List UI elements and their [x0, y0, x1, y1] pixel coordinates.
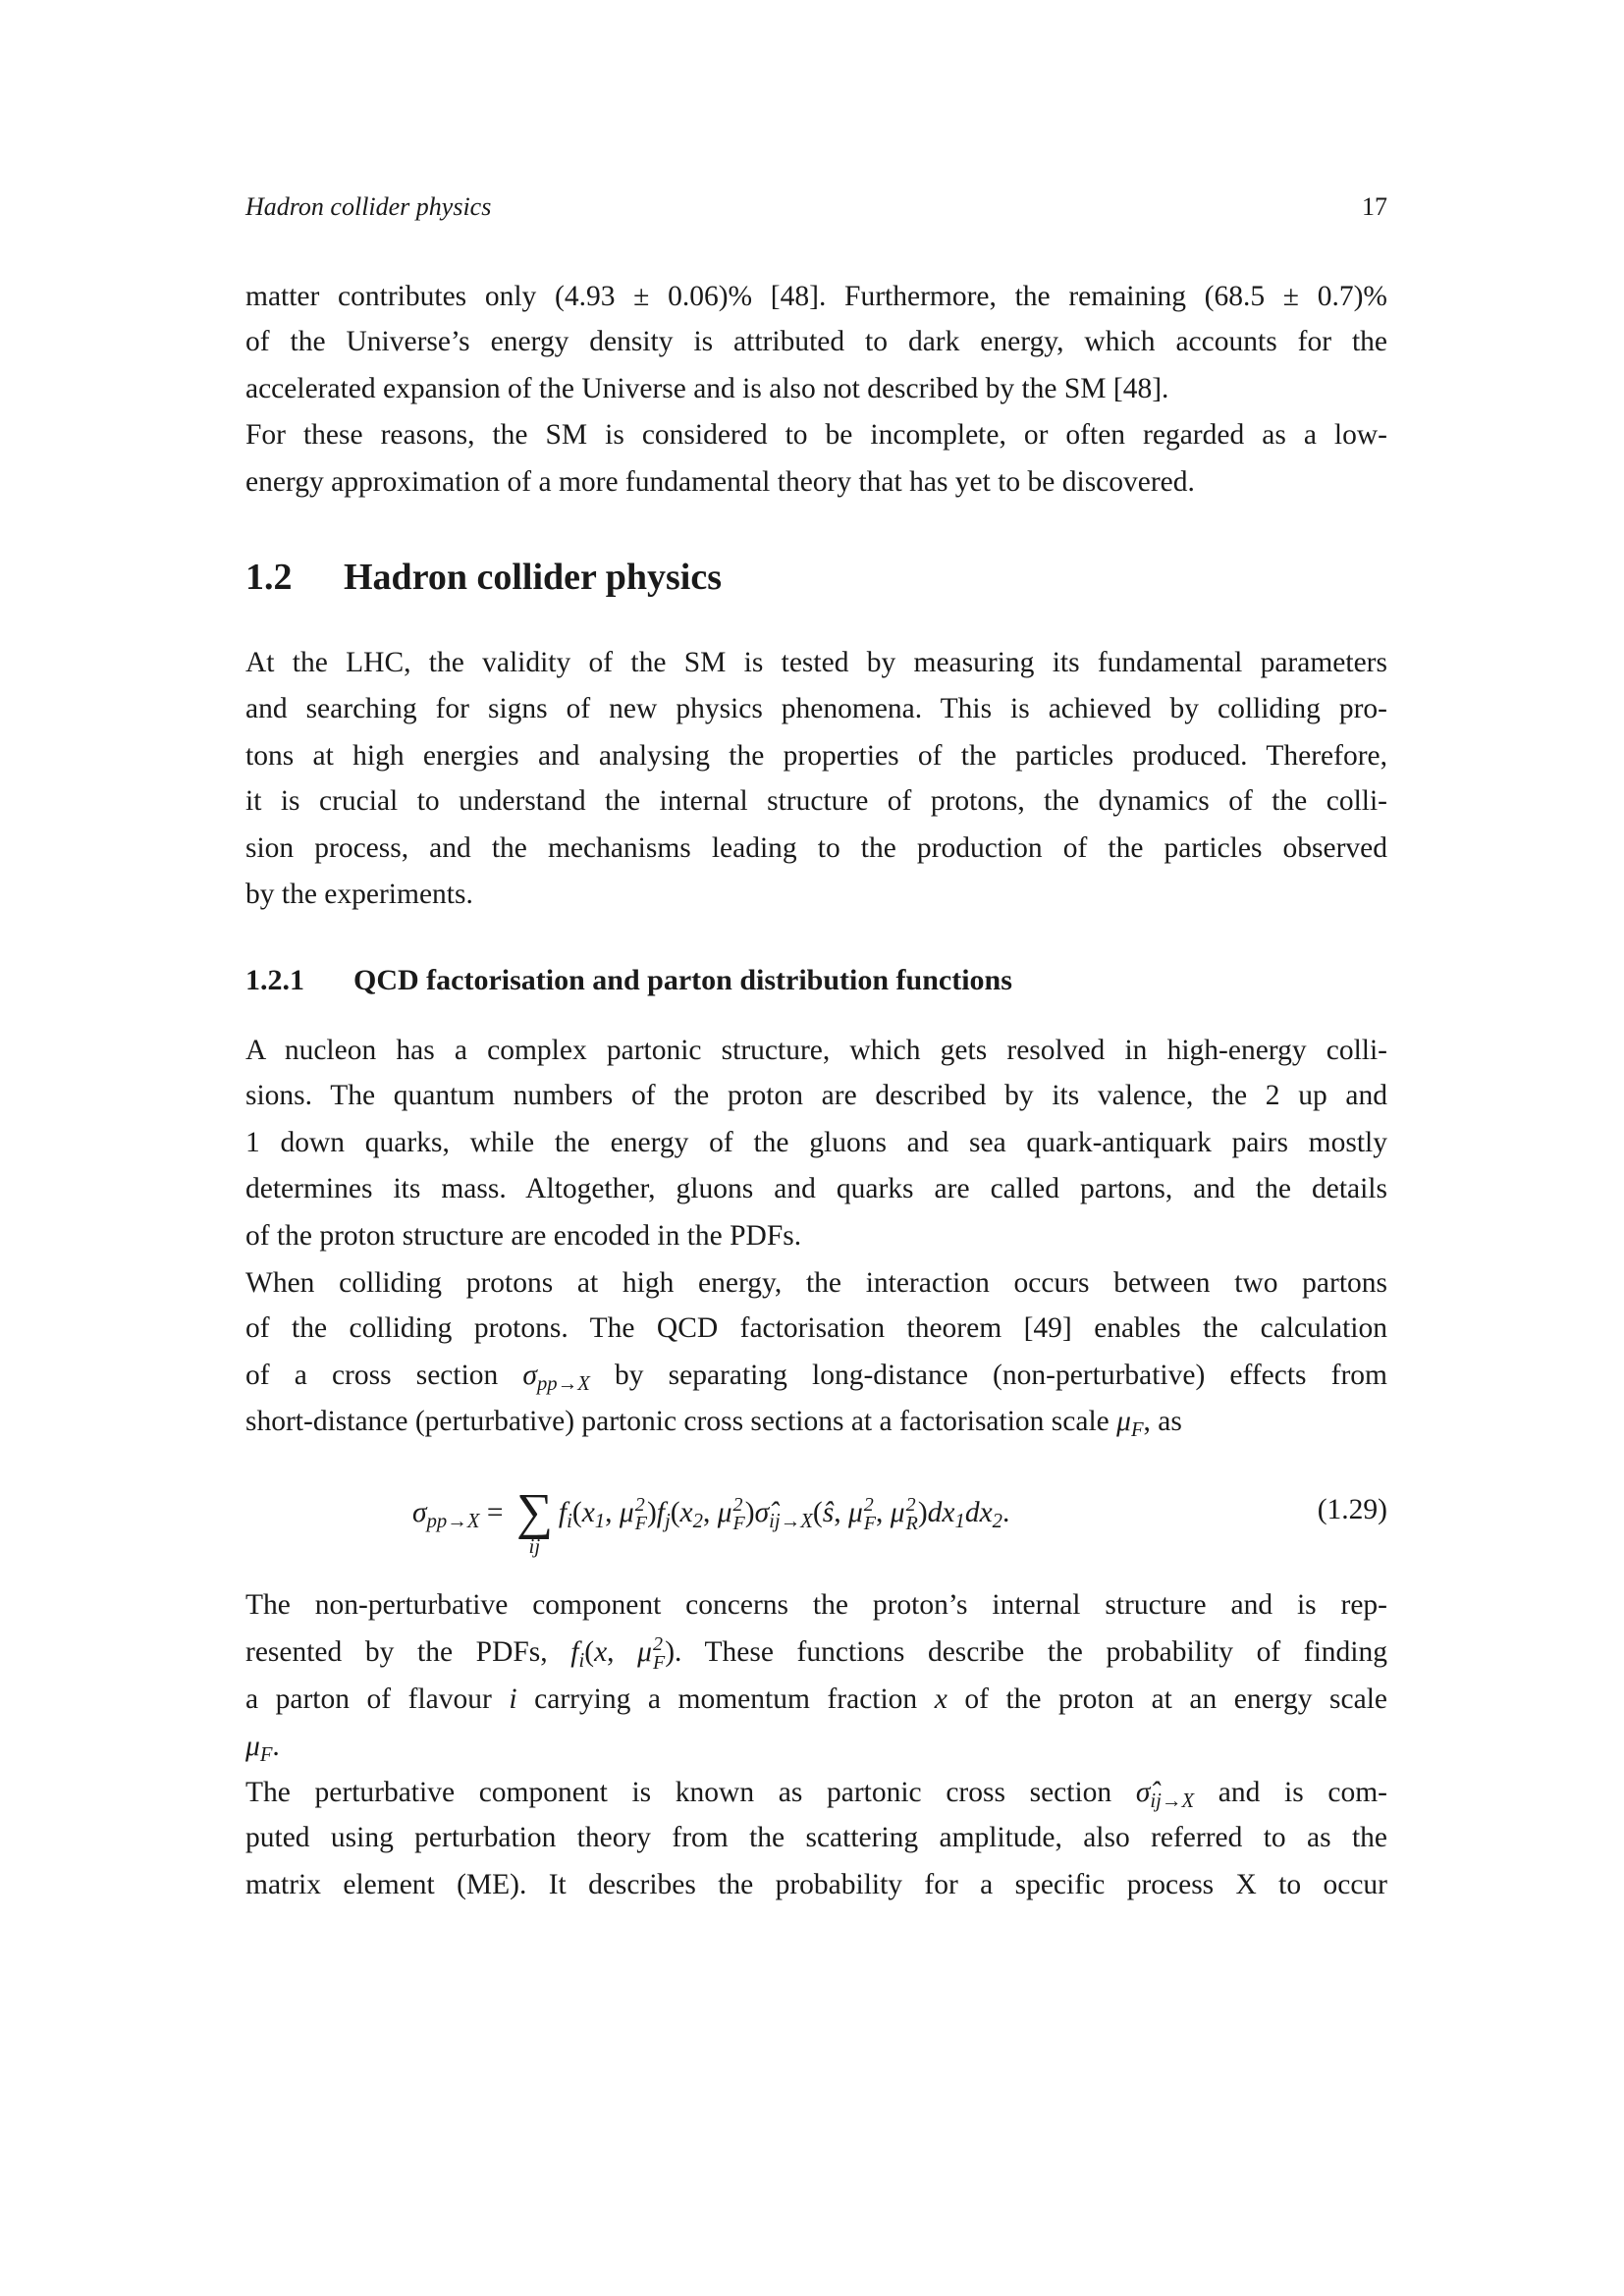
- subscript: F: [634, 1513, 647, 1535]
- text-line: of the proton structure are encoded in the PDFs.: [245, 1219, 802, 1252]
- math-variable: μ: [1116, 1405, 1131, 1437]
- subscript: 1: [594, 1511, 606, 1533]
- math-symbol: [935, 1683, 947, 1715]
- math-symbol: [619, 1494, 647, 1535]
- equation-number: (1.29): [1317, 1494, 1387, 1525]
- sub-sup-stack: [635, 1496, 647, 1533]
- subscript: F: [732, 1513, 745, 1535]
- math-variable: f: [656, 1497, 665, 1528]
- subscript: 2: [692, 1511, 703, 1533]
- text-line: sions. The quantum numbers of the proton are described by its valence, the 2 up and: [245, 1080, 1387, 1111]
- running-header-title: Hadron collider physics: [245, 192, 492, 221]
- subscript: pp→X: [426, 1511, 480, 1533]
- section-heading: [245, 556, 722, 599]
- subscript: F: [863, 1513, 877, 1535]
- math-variable: x: [942, 1497, 955, 1528]
- text-line: of the Universe’s energy density is attributed to dark energy, which accounts for the: [245, 326, 1387, 357]
- text-line: For these reasons, the SM is considered to be incomplete, or often regarded as a low-: [245, 418, 1387, 451]
- sub-sup-stack: [733, 1496, 745, 1533]
- math-symbol: [754, 1497, 813, 1533]
- math-variable: σ: [412, 1497, 427, 1528]
- sub-sup-stack: [653, 1635, 665, 1673]
- text-line: short-distance (perturbative) partonic cross sections at a factorisation scale $\mu_F$, as: [245, 1405, 1182, 1441]
- text-line: resented by the PDFs, $f_i(x$, μ 2 F ). These functions describe the probability of finding: [245, 1633, 1388, 1675]
- math-symbol: [823, 1497, 834, 1528]
- text-line: a parton of flavour i carrying a momentum fraction x of the proton at an energy scale: [245, 1683, 1388, 1715]
- math-symbol: [558, 1497, 572, 1533]
- text-line: When colliding protons at high energy, the interaction occurs between two partons: [245, 1266, 1387, 1299]
- math-variable: d: [927, 1497, 943, 1528]
- math-symbol: [979, 1497, 1002, 1533]
- page-number: 17: [1362, 192, 1387, 221]
- text-line: and searching for signs of new physics phenomena. This is achieved by colliding pro-: [245, 692, 1387, 724]
- subscript: F: [1130, 1418, 1144, 1441]
- math-symbol: [847, 1494, 877, 1535]
- sub-sup-stack: [906, 1496, 918, 1533]
- math-symbol: [412, 1497, 480, 1533]
- math-variable: μ: [245, 1731, 260, 1762]
- text-line: A nucleon has a complex partonic structure, which gets resolved in high-energy colli-: [245, 1034, 1387, 1066]
- math-variable: σ̂: [1135, 1776, 1151, 1808]
- text-line: determines its mass. Altogether, gluons and quarks are called partons, and the details: [245, 1172, 1387, 1204]
- math-symbol: [509, 1683, 516, 1715]
- superscript: 2: [732, 1494, 743, 1517]
- math-variable: x: [979, 1497, 993, 1528]
- superscript: 2: [863, 1494, 874, 1517]
- math-variable: d: [964, 1497, 980, 1528]
- sum-index: ij: [528, 1534, 541, 1558]
- subscript: ij→X: [769, 1511, 813, 1533]
- math-variable: σ: [522, 1360, 537, 1391]
- math-variable: μ: [847, 1497, 863, 1528]
- subsection-number: 1.2.1: [245, 964, 304, 996]
- subscript: j: [664, 1511, 671, 1533]
- text-line: matter contributes only (4.93 ± 0.06)% [48]. Furthermore, the remaining (68.5 ± 0.7)%: [245, 280, 1387, 312]
- summation-symbol: [515, 1484, 553, 1558]
- math-variable: x: [934, 1683, 947, 1715]
- subscript: pp→X: [536, 1373, 590, 1396]
- math-variable: μ: [619, 1497, 634, 1528]
- text-line: The perturbative component is known as partonic cross section $\sigmâ_{ij\to X}$ and is com-: [245, 1776, 1388, 1812]
- text-line: energy approximation of a more fundamental theory that has yet to be discovered.: [245, 465, 1195, 498]
- math-symbol: [570, 1636, 585, 1673]
- math-variable: x: [679, 1497, 693, 1528]
- text-line: The non-perturbative component concerns the proton’s internal structure and is rep-: [245, 1589, 1387, 1621]
- subscript: 2: [992, 1511, 1002, 1533]
- superscript: 2: [652, 1633, 663, 1656]
- text-line: matrix element (ME). It describes the probability for a specific process X to occur: [245, 1869, 1387, 1900]
- math-variable: f: [570, 1636, 579, 1668]
- text-line: 1 down quarks, while the energy of the gluons and sea quark-antiquark pairs mostly: [245, 1127, 1387, 1158]
- subscript: ij→X: [1150, 1789, 1195, 1812]
- math-variable: x: [594, 1636, 608, 1668]
- text-line: accelerated expansion of the Universe and is also not described by the SM [48].: [245, 373, 1169, 404]
- math-symbol: [594, 1636, 607, 1668]
- math-symbol: [890, 1494, 918, 1535]
- subscript: F: [259, 1744, 273, 1767]
- math-symbol: [1116, 1405, 1144, 1441]
- text-line: of a cross section $\sigma_{pp\to X}$ by separating long-distance (non-perturbative) effects from: [245, 1360, 1387, 1396]
- subscript: i: [567, 1511, 572, 1533]
- math-symbol: [679, 1497, 703, 1533]
- text-line: $\mu_F$.: [245, 1731, 280, 1767]
- math-symbol: [928, 1497, 943, 1528]
- math-symbol: [656, 1497, 671, 1533]
- math-symbol: [1135, 1776, 1195, 1812]
- math-variable: ŝ: [822, 1497, 835, 1528]
- math-symbol: [965, 1497, 980, 1528]
- math-symbol: [942, 1497, 965, 1533]
- text-line: At the LHC, the validity of the SM is tested by measuring its fundamental parameters: [245, 647, 1387, 678]
- section-title: Hadron collider physics: [344, 557, 722, 598]
- math-symbol: [245, 1731, 273, 1767]
- equation-1-29: $\sigma_{pp\to X}$ = ∑ ij $f_i(x_1$, μ 2 F )$f_j(x_2$, μ 2 F )$\sigmâ_{ij\to X}(ŝ$, μ 2 F , μ 2 R )$dx_1dx_2$.: [412, 1484, 1010, 1558]
- text-line: sion process, and the mechanisms leading to the production of the particles observed: [245, 832, 1387, 864]
- subscript: F: [652, 1652, 666, 1675]
- math-symbol: [522, 1360, 590, 1396]
- math-variable: σ̂: [754, 1497, 770, 1528]
- math-variable: μ: [717, 1497, 732, 1528]
- sum-sigma: ∑: [515, 1484, 553, 1540]
- math-variable: i: [509, 1683, 517, 1715]
- superscript: 2: [905, 1494, 916, 1517]
- subscript: i: [578, 1650, 585, 1673]
- sub-sup-stack: [864, 1496, 876, 1533]
- subsection-heading: [245, 964, 1012, 997]
- math-variable: μ: [890, 1497, 905, 1528]
- text-line: by the experiments.: [245, 878, 473, 910]
- math-symbol: [717, 1494, 745, 1535]
- text-line: puted using perturbation theory from the scattering amplitude, also referred to as the: [245, 1822, 1387, 1853]
- text-line: it is crucial to understand the internal structure of protons, the dynamics of the colli-: [245, 785, 1387, 817]
- section-number: 1.2: [245, 557, 293, 598]
- text-line: tons at high energies and analysing the properties of the particles produced. Therefore,: [245, 739, 1387, 772]
- math-variable: μ: [637, 1636, 652, 1668]
- subscript: 1: [954, 1511, 965, 1533]
- superscript: 2: [634, 1494, 645, 1517]
- math-variable: x: [581, 1497, 595, 1528]
- subsection-title: QCD factorisation and parton distribution functions: [353, 964, 1012, 996]
- math-symbol: [637, 1633, 666, 1675]
- math-variable: f: [558, 1497, 568, 1528]
- subscript: R: [905, 1513, 918, 1535]
- math-symbol: [581, 1497, 606, 1533]
- text-line: of the colliding protons. The QCD factorisation theorem [49] enables the calculation: [245, 1312, 1387, 1344]
